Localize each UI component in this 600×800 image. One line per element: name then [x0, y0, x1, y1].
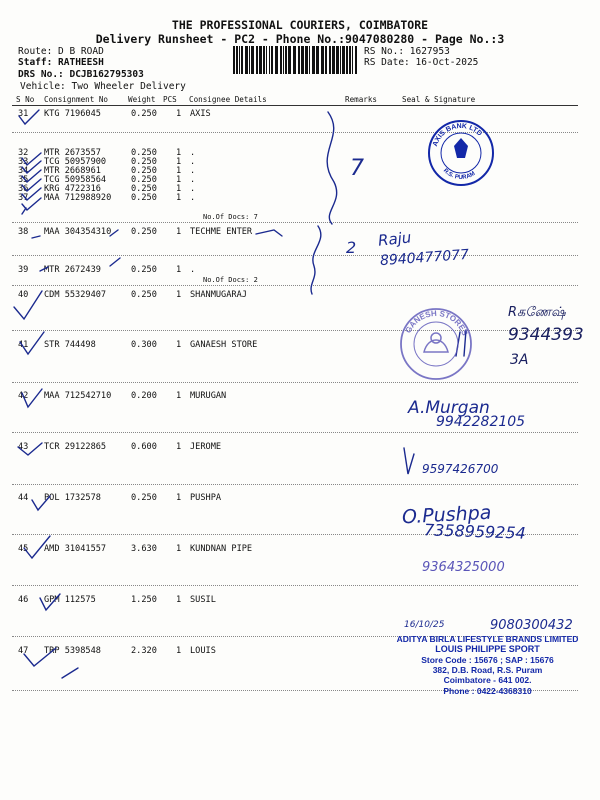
row-consignment-no: POL 1732578: [44, 493, 101, 503]
row-sno: 40: [18, 290, 29, 300]
row-pcs: 1: [176, 265, 182, 275]
row-consignment-no: TCR 29122865: [44, 442, 107, 452]
row-sno: 41: [18, 340, 29, 350]
ganesh-phone: 9344393: [508, 325, 584, 345]
row-consignment-no: CDM 55329407: [44, 290, 107, 300]
stamp-line: 382, D.B. Road, R.S. Puram: [432, 665, 543, 676]
tick-mark: [19, 110, 39, 124]
row-consignee: .: [190, 166, 196, 176]
pen-stroke: [404, 448, 414, 474]
stamp-line: ADITYA BIRLA LIFESTYLE BRANDS LIMITED: [396, 634, 579, 644]
ganesh-extra: 3A: [510, 352, 529, 368]
tick-mark: [20, 332, 44, 354]
row-pcs: 1: [176, 493, 182, 503]
row-pcs: 1: [176, 184, 182, 194]
row-consignee: PUSHPA: [190, 493, 222, 503]
row-consignment-no: MTR 2673557: [44, 148, 101, 158]
ganesh-signature: Rகணேஷ்: [508, 305, 566, 320]
row-sno: 39: [18, 265, 29, 275]
row-sno: 44: [18, 493, 29, 503]
row-sno: 31: [18, 109, 29, 119]
row-pcs: 1: [176, 544, 182, 554]
row-weight: 2.320: [131, 646, 157, 656]
row-weight: 0.250: [131, 109, 157, 119]
tick-mark: [22, 170, 41, 182]
row-sno: 37: [18, 193, 29, 203]
col-seal-signature: Seal & Signature: [402, 95, 476, 104]
docs-note-group-1: No.Of Docs: 7: [203, 213, 258, 221]
col-remarks: Remarks: [345, 95, 378, 104]
staff-label: Staff: RATHEESH: [18, 57, 104, 68]
row-sno: 45: [18, 544, 29, 554]
tick-mark: [32, 496, 50, 510]
row-consignee: .: [190, 157, 196, 167]
remark-count-7: 7: [350, 156, 364, 181]
row-weight: 0.250: [131, 227, 157, 237]
row-weight: 0.250: [131, 175, 157, 185]
col-pcs: PCS: [163, 95, 177, 104]
tick-mark: [32, 236, 40, 238]
row-sno: 38: [18, 227, 29, 237]
col-sno: S No: [16, 95, 35, 104]
row-sno: 32: [18, 148, 29, 158]
tick-mark: [18, 443, 42, 455]
row-consignment-no: TRP 5398548: [44, 646, 101, 656]
ganesh-seal-text: GANESH STORES: [403, 308, 470, 337]
raju-phone: 8940477077: [379, 246, 470, 270]
row-consignment-no: GPM 112575: [44, 595, 96, 605]
row-pcs: 1: [176, 391, 182, 401]
drs-label: DRS No.: DCJB162795303: [18, 69, 144, 80]
susil-date-note: 16/10/25: [404, 620, 445, 630]
row-consignee: .: [190, 193, 196, 203]
row-consignment-no: KTG 7196045: [44, 109, 101, 119]
row-consignment-no: KRG 4722316: [44, 184, 101, 194]
tick-mark: [24, 648, 56, 666]
row-consignee: .: [190, 175, 196, 185]
row-consignee: TECHME ENTER: [190, 227, 253, 237]
aditya-birla-stamp: [380, 634, 595, 696]
axis-seal-text-bottom: R.S. PURAM: [441, 167, 477, 182]
raju-signature: Raju: [377, 228, 413, 250]
row-consignee: LOUIS: [190, 646, 216, 656]
tick-mark: [110, 258, 120, 266]
row-consignment-no: AMD 31041557: [44, 544, 107, 554]
row-consignment-no: STR 744498: [44, 340, 96, 350]
row-consignee: AXIS: [190, 109, 211, 119]
tick-mark: [22, 198, 41, 210]
row-weight: 0.200: [131, 391, 157, 401]
row-weight: 0.250: [131, 148, 157, 158]
row-pcs: 1: [176, 157, 182, 167]
row-weight: 0.250: [131, 157, 157, 167]
row-consignee: SHANMUGARAJ: [190, 290, 247, 300]
axis-bank-seal: [426, 118, 496, 188]
row-weight: 0.250: [131, 290, 157, 300]
row-consignment-no: MTR 2672439: [44, 265, 101, 275]
stamp-line: Coimbatore - 641 002.: [443, 675, 532, 686]
row-weight: 0.250: [131, 166, 157, 176]
row-pcs: 1: [176, 646, 182, 656]
murugan-phone: 9942282105: [436, 414, 526, 430]
tick-mark: [22, 179, 41, 191]
row-sno: 42: [18, 391, 29, 401]
row-pcs: 1: [176, 175, 182, 185]
tick-mark: [14, 291, 42, 319]
pushpa-signature: O.Pushpa: [401, 501, 492, 529]
pushpa-phone: 7358959254: [423, 520, 527, 543]
row-pcs: 1: [176, 340, 182, 350]
row-consignment-no: TCG 50957900: [44, 157, 107, 167]
col-consignee: Consignee Details: [189, 95, 267, 104]
row-sno: 47: [18, 646, 29, 656]
bracket-mark: [311, 226, 321, 294]
row-consignee: SUSIL: [190, 595, 216, 605]
row-sno: 34: [18, 166, 29, 176]
row-sno: 43: [18, 442, 29, 452]
row-consignment-no: MAA 304354310: [44, 227, 112, 237]
tick-mark: [256, 230, 282, 236]
vehicle-label: Vehicle: Two Wheeler Delivery: [20, 81, 186, 92]
stamp-line: LOUIS PHILIPPE SPORT: [435, 644, 540, 655]
remark-count-2: 2: [346, 238, 357, 257]
tick-mark: [22, 208, 26, 214]
susil-phone: 9080300432: [490, 618, 573, 633]
row-sno: 33: [18, 157, 29, 167]
row-consignee: JEROME: [190, 442, 222, 452]
row-consignee: .: [190, 148, 196, 158]
row-pcs: 1: [176, 148, 182, 158]
row-consignee: KUNDNAN PIPE: [190, 544, 253, 554]
row-sno: 36: [18, 184, 29, 194]
row-weight: 0.250: [131, 193, 157, 203]
row-sno: 35: [18, 175, 29, 185]
row-consignee: GANAESH STORE: [190, 340, 258, 350]
row-consignment-no: MAA 712542710: [44, 391, 112, 401]
tick-mark: [62, 668, 78, 678]
row-weight: 0.250: [131, 184, 157, 194]
murugan-signature: A.Murgan: [408, 398, 490, 418]
tick-mark: [40, 594, 60, 610]
row-pcs: 1: [176, 193, 182, 203]
row-consignee: .: [190, 265, 196, 275]
col-weight: Weight: [128, 95, 156, 104]
row-consignment-no: MTR 2668961: [44, 166, 101, 176]
ganesh-stores-seal: [398, 306, 474, 382]
row-weight: 3.630: [131, 544, 157, 554]
row-consignment-no: TCG 50958564: [44, 175, 107, 185]
route-label: Route: D B ROAD: [18, 46, 104, 57]
row-weight: 0.600: [131, 442, 157, 452]
row-pcs: 1: [176, 109, 182, 119]
row-pcs: 1: [176, 166, 182, 176]
row-consignee: MURUGAN: [190, 391, 227, 401]
row-weight: 0.300: [131, 340, 157, 350]
document-title: THE PROFESSIONAL COURIERS, COIMBATORE: [171, 18, 429, 32]
rs-number: RS No.: 1627953: [364, 46, 450, 57]
row-pcs: 1: [176, 442, 182, 452]
document-subtitle: Delivery Runsheet - PC2 - Phone No.:9047080280 - Page No.:3: [95, 32, 505, 46]
stamp-line: Store Code : 15676 ; SAP : 15676: [421, 654, 554, 665]
bracket-mark: [327, 112, 337, 224]
row-pcs: 1: [176, 290, 182, 300]
row-sno: 46: [18, 595, 29, 605]
stamp-line: Phone : 0422-4368310: [443, 685, 532, 696]
axis-seal-text-top: AXIS BANK LTD: [431, 122, 484, 148]
row-weight: 0.250: [131, 493, 157, 503]
row-pcs: 1: [176, 595, 182, 605]
tick-mark: [24, 536, 50, 558]
row-consignee: .: [190, 184, 196, 194]
docs-note-group-2: No.Of Docs: 2: [203, 276, 258, 284]
tick-mark: [22, 188, 41, 200]
row-weight: 1.250: [131, 595, 157, 605]
jerome-phone: 9597426700: [422, 462, 499, 476]
col-consignment: Consignment No: [44, 95, 109, 104]
rs-date: RS Date: 16-Oct-2025: [364, 57, 479, 68]
row-pcs: 1: [176, 227, 182, 237]
row-consignment-no: MAA 712988920: [44, 193, 112, 203]
tick-mark: [40, 267, 48, 271]
tick-mark: [110, 230, 118, 236]
row-weight: 0.250: [131, 265, 157, 275]
kundnan-phone: 9364325000: [422, 560, 505, 575]
tick-mark: [22, 389, 42, 407]
